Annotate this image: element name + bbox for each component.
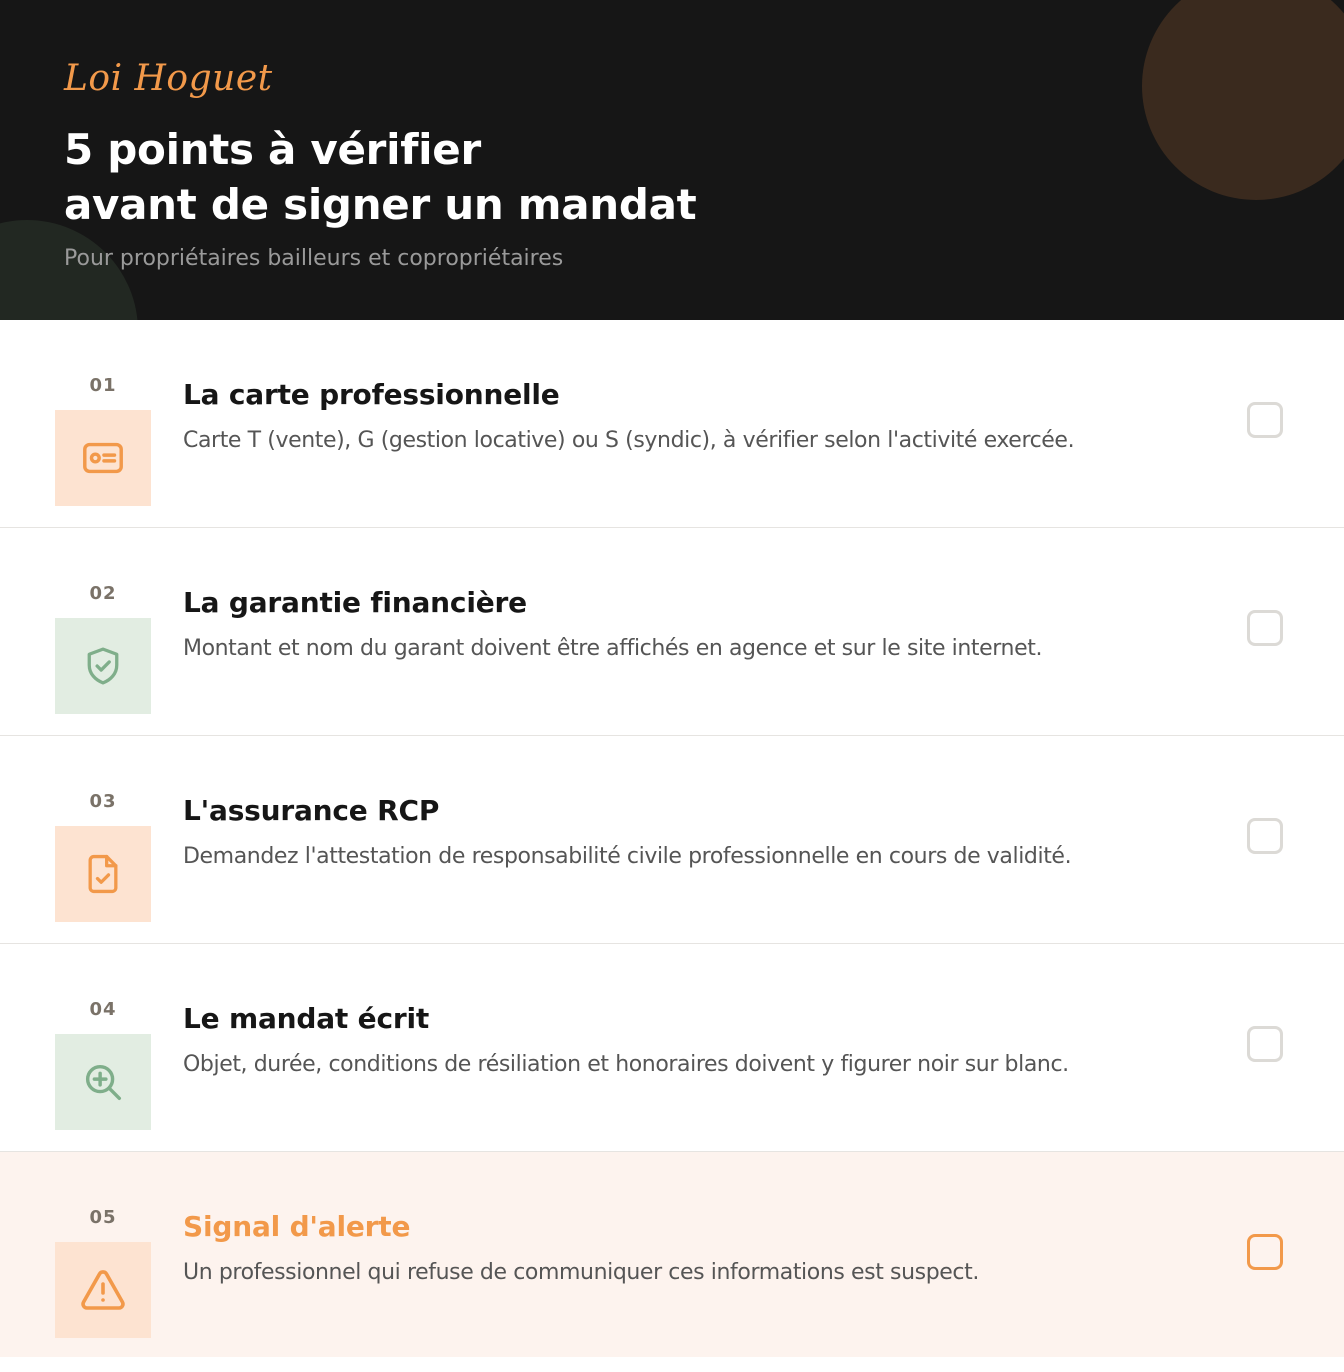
decorative-circle bbox=[1142, 0, 1344, 200]
checklist-item bbox=[0, 736, 1344, 944]
icon-tile bbox=[55, 410, 151, 506]
page-subtitle: Pour propriétaires bailleurs et copropriétaires bbox=[64, 246, 564, 271]
checklist bbox=[0, 320, 1344, 1357]
icon-tile bbox=[55, 826, 151, 922]
checklist-item bbox=[0, 320, 1344, 528]
item-number: 05 bbox=[89, 1207, 117, 1228]
item-description: Un professionnel qui refuse de communiquer ces informations est suspect. bbox=[183, 1260, 979, 1285]
item-title: La garantie financière bbox=[183, 586, 527, 619]
item-title: L'assurance RCP bbox=[183, 794, 440, 827]
item-number: 02 bbox=[89, 583, 117, 604]
item-description: Demandez l'attestation de responsabilité civile professionnelle en cours de validité. bbox=[183, 844, 1072, 869]
item-checkbox[interactable] bbox=[1247, 1026, 1283, 1062]
checklist-item-alert bbox=[0, 1152, 1344, 1357]
page-title-line: 5 points à vérifier bbox=[64, 125, 481, 174]
warning-triangle-icon bbox=[79, 1266, 127, 1314]
item-description: Objet, durée, conditions de résiliation et honoraires doivent y figurer noir sur blanc. bbox=[183, 1052, 1069, 1077]
item-number: 01 bbox=[89, 375, 117, 396]
document-check-icon bbox=[81, 852, 125, 896]
kicker: Loi Hoguet bbox=[64, 58, 273, 99]
item-number: 04 bbox=[89, 999, 117, 1020]
item-title: La carte professionnelle bbox=[183, 378, 560, 411]
item-checkbox[interactable] bbox=[1247, 610, 1283, 646]
checklist-item bbox=[0, 944, 1344, 1152]
item-checkbox[interactable] bbox=[1247, 402, 1283, 438]
item-description: Carte T (vente), G (gestion locative) ou S (syndic), à vérifier selon l'activité exercée. bbox=[183, 428, 1075, 453]
item-checkbox[interactable] bbox=[1247, 1234, 1283, 1270]
item-number: 03 bbox=[89, 791, 117, 812]
item-checkbox[interactable] bbox=[1247, 818, 1283, 854]
checklist-item bbox=[0, 528, 1344, 736]
item-title: Signal d'alerte bbox=[183, 1210, 411, 1243]
zoom-in-icon bbox=[80, 1059, 126, 1105]
page-title bbox=[64, 122, 696, 232]
icon-tile bbox=[55, 1034, 151, 1130]
shield-check-icon bbox=[81, 644, 125, 688]
page-title-line: avant de signer un mandat bbox=[64, 180, 697, 229]
icon-tile bbox=[55, 1242, 151, 1338]
header bbox=[0, 0, 1344, 320]
item-description: Montant et nom du garant doivent être affichés en agence et sur le site internet. bbox=[183, 636, 1043, 661]
item-title: Le mandat écrit bbox=[183, 1002, 430, 1035]
icon-tile bbox=[55, 618, 151, 714]
id-card-icon bbox=[80, 435, 126, 481]
